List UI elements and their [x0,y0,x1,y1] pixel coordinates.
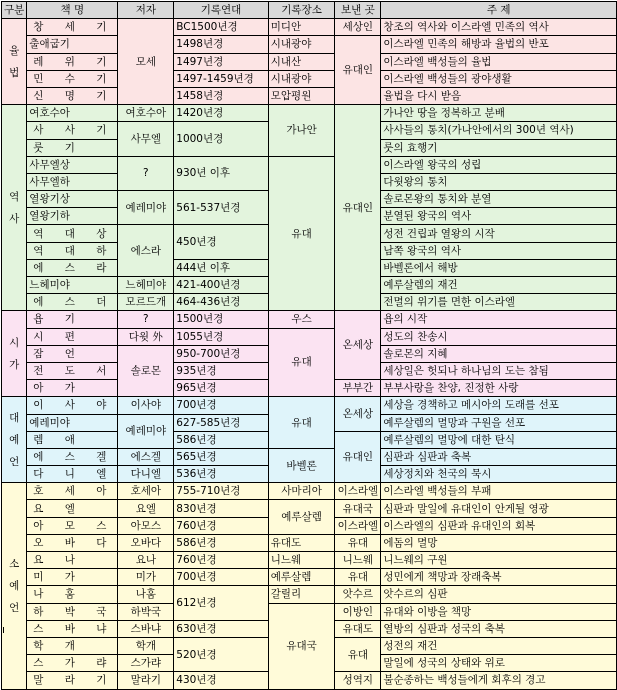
book-cell: 사무엘하 [27,173,118,190]
date-cell: 430년경 [174,672,269,689]
destination-cell: 온세상 [335,397,381,431]
theme-cell: 바벨론에서 해방 [381,259,617,276]
theme-cell: 심판과 말일에 유대인이 안게될 영광 [381,500,617,517]
category-cell: 역 사 [2,105,27,311]
date-cell: 1497년경 [174,53,269,70]
book-cell: 이 사 야 [27,397,118,414]
date-cell: 1055년경 [174,328,269,345]
book-cell: 열왕기하 [27,208,118,225]
date-cell: 700년경 [174,397,269,414]
theme-cell: 이스라엘 백성들의 율법 [381,53,617,70]
table-row [2,397,617,414]
book-cell: 학 개 [27,637,118,654]
book-cell: 다 니 엘 [27,466,118,483]
table-row [2,19,617,36]
theme-cell: 남쪽 왕국의 역사 [381,242,617,259]
category-cell: 율 법 [2,19,27,105]
table-row [2,36,617,53]
theme-cell: 이스라엘 왕국의 성립 [381,156,617,173]
theme-cell: 예루살렘의 재건 [381,277,617,294]
theme-cell: 룻의 효행기 [381,139,617,156]
book-cell: 에 스 더 [27,294,118,311]
date-cell: 586년경 [174,431,269,448]
author-cell: 모르드개 [118,294,174,311]
table-row [2,70,617,87]
date-cell: 612년경 [174,586,269,620]
date-cell: 444년 이후 [174,259,269,276]
theme-cell: 앗수르의 심판 [381,586,617,603]
book-cell: 출애굽기 [27,36,118,53]
book-cell: 오 바 다 [27,534,118,551]
book-cell: 욥 기 [27,311,118,328]
place-cell: 시내광야 [268,36,335,53]
place-cell: 유대국 [268,603,335,689]
book-cell: 시 편 [27,328,118,345]
book-cell: 느헤미야 [27,277,118,294]
author-cell: 사무엘 [118,122,174,156]
theme-cell: 성전 건립과 열왕의 시작 [381,225,617,242]
date-cell: 930년 이후 [174,156,269,190]
header-book: 책 명 [27,2,118,19]
author-cell: 아모스 [118,517,174,534]
author-cell: 다니엘 [118,466,174,483]
table-row [2,569,617,586]
book-cell: 아 가 [27,380,118,397]
destination-cell: 부부간 [335,380,381,397]
book-cell: 사무엘상 [27,156,118,173]
destination-cell: 이스라엘 [335,483,381,500]
destination-cell: 유대인 [335,431,381,483]
book-cell: 민 수 기 [27,70,118,87]
table-row [2,586,617,603]
book-cell: 레 위 기 [27,53,118,70]
book-cell: 잠 언 [27,345,118,362]
place-cell: 바벨론 [268,448,335,482]
date-cell: BC1500년경 [174,19,269,36]
date-cell: 630년경 [174,620,269,637]
table-row [2,311,617,328]
theme-cell: 예루살렘의 멸망과 구원을 선포 [381,414,617,431]
date-cell: 755-710년경 [174,483,269,500]
author-cell: 예레미야 [118,414,174,448]
table-row [2,448,617,465]
destination-cell: 이방인 [335,603,381,620]
theme-cell: 성전의 재건 [381,637,617,654]
author-cell: 다윗 外 [118,328,174,345]
book-cell: 미 가 [27,569,118,586]
book-cell: 여호수아 [27,105,118,122]
date-cell: 935년경 [174,362,269,379]
book-cell: 열왕기상 [27,191,118,208]
date-cell: 565년경 [174,448,269,465]
theme-cell: 욥의 시작 [381,311,617,328]
table-row [2,552,617,569]
author-cell: 모세 [118,19,174,105]
date-cell: 1497-1459년경 [174,70,269,87]
destination-cell: 유대인 [335,105,381,311]
author-cell: 말라기 [118,672,174,689]
book-cell: 스 바 냐 [27,620,118,637]
date-cell: 950-700년경 [174,345,269,362]
theme-cell: 에돔의 멸망 [381,534,617,551]
header-destination: 보낸 곳 [335,2,381,19]
book-cell: 렘 애 [27,431,118,448]
author-cell: ? [118,156,174,190]
author-cell: 호세아 [118,483,174,500]
date-cell: 536년경 [174,466,269,483]
theme-cell: 분열된 왕국의 역사 [381,208,617,225]
author-cell: ? [118,311,174,328]
date-cell: 450년경 [174,225,269,259]
date-cell: 586년경 [174,534,269,551]
place-cell: 시내산 [268,53,335,70]
date-cell: 1420년경 [174,105,269,122]
header-author: 저자 [118,2,174,19]
theme-cell: 성민에게 책망과 장래축복 [381,569,617,586]
theme-cell: 세상정치와 천국의 묵시 [381,466,617,483]
table-row [2,53,617,70]
table-row [2,534,617,551]
date-cell: 1500년경 [174,311,269,328]
destination-cell: 성역지 [335,672,381,689]
destination-cell: 온세상 [335,311,381,380]
book-cell: 하 박 국 [27,603,118,620]
category-cell: 소 예 언 [2,483,27,689]
author-cell: 이사야 [118,397,174,414]
theme-cell: 이스라엘 백성들의 광야생활 [381,70,617,87]
destination-cell: 세상인 [335,19,381,36]
destination-cell: 유대인 [335,36,381,105]
book-cell: 말 라 기 [27,672,118,689]
theme-cell: 세상일은 헛되나 하나님의 도는 참됨 [381,362,617,379]
theme-cell: 이스라엘의 심판과 유대인의 회복 [381,517,617,534]
category-cell: 시 가 [2,311,27,397]
book-cell: 창 세 기 [27,19,118,36]
theme-cell: 말일에 성국의 상태와 위로 [381,655,617,672]
destination-cell: 유대 [335,534,381,551]
date-cell: 760년경 [174,517,269,534]
book-cell: 신 명 기 [27,87,118,104]
theme-cell: 열방의 심판과 성국의 축복 [381,620,617,637]
date-cell: 1458년경 [174,87,269,104]
place-cell: 예루살렘 [268,569,335,586]
place-cell: 모압평원 [268,87,335,104]
theme-cell: 이스라엘 민족의 해방과 율법의 반포 [381,36,617,53]
place-cell: 유대 [268,328,335,397]
destination-cell: 유대 [335,569,381,586]
date-cell: 520년경 [174,637,269,671]
header-date: 기록연대 [174,2,269,19]
theme-cell: 율법을 다시 받음 [381,87,617,104]
theme-cell: 다윗왕의 통치 [381,173,617,190]
book-cell: 요 엘 [27,500,118,517]
book-cell: 룻 기 [27,139,118,156]
theme-cell: 성도의 찬송시 [381,328,617,345]
place-cell: 니느웨 [268,552,335,569]
theme-cell: 창조의 역사와 이스라엘 민족의 역사 [381,19,617,36]
author-cell: 솔로몬 [118,345,174,397]
author-cell: 여호수아 [118,105,174,122]
book-cell: 역 대 상 [27,225,118,242]
bible-books-table-wrapper [1,1,617,690]
date-cell: 561-537년경 [174,191,269,225]
header-row [2,2,617,19]
bible-books-table [1,1,617,690]
book-cell: 에 스 겔 [27,448,118,465]
date-cell: 1000년경 [174,122,269,156]
theme-cell: 솔로몬왕의 통치와 분열 [381,191,617,208]
table-row [2,328,617,345]
author-cell: 하박국 [118,603,174,620]
date-cell: 627-585년경 [174,414,269,431]
table-row [2,87,617,104]
place-cell: 사마리아 [268,483,335,500]
category-cell: 대 예 언 [2,397,27,483]
book-cell: 역 대 하 [27,242,118,259]
date-cell: 1498년경 [174,36,269,53]
theme-cell: 불순종하는 백성들에게 회후의 경고 [381,672,617,689]
theme-cell: 전멸의 위기를 면한 이스라엘 [381,294,617,311]
theme-cell: 가나안 땅을 정복하고 분배 [381,105,617,122]
author-cell: 요엘 [118,500,174,517]
header-place: 기록장소 [268,2,335,19]
book-cell: 사 사 기 [27,122,118,139]
book-cell: 에 스 라 [27,259,118,276]
destination-cell: 유대국 [335,500,381,517]
author-cell: 예레미야 [118,191,174,225]
destination-cell: 유대 [335,637,381,671]
author-cell: 느헤미야 [118,277,174,294]
table-row [2,105,617,122]
author-cell: 나훔 [118,586,174,603]
date-cell: 700년경 [174,569,269,586]
author-cell: 에스겔 [118,448,174,465]
author-cell: 오바다 [118,534,174,551]
place-cell: 갈릴리 [268,586,335,603]
author-cell: 미가 [118,569,174,586]
header-theme: 주 제 [381,2,617,19]
date-cell: 830년경 [174,500,269,517]
place-cell: 미디안 [268,19,335,36]
author-cell: 에스라 [118,225,174,277]
date-cell: 760년경 [174,552,269,569]
place-cell: 우스 [268,311,335,328]
place-cell: 유대도 [268,534,335,551]
place-cell: 시내광야 [268,70,335,87]
date-cell: 965년경 [174,380,269,397]
table-row [2,603,617,620]
destination-cell: 유대도 [335,620,381,637]
table-row [2,483,617,500]
theme-cell: 솔로몬의 지혜 [381,345,617,362]
author-cell: 스가랴 [118,655,174,672]
theme-cell: 사사들의 통치(가나안에서의 300년 역사) [381,122,617,139]
theme-cell: 부부사랑을 찬양, 진정한 사랑 [381,380,617,397]
book-cell: 전 도 서 [27,362,118,379]
theme-cell: 니느웨의 구원 [381,552,617,569]
book-cell: 아 모 스 [27,517,118,534]
place-cell: 유대 [268,397,335,449]
theme-cell: 세상을 경책하고 메시아의 도래를 선포 [381,397,617,414]
author-cell: 학개 [118,637,174,654]
book-cell: 요 나 [27,552,118,569]
theme-cell: 이스라엘 백성들의 부패 [381,483,617,500]
date-cell: 464-436년경 [174,294,269,311]
table-row [2,156,617,173]
table-row [2,500,617,517]
date-cell: 421-400년경 [174,277,269,294]
destination-cell: 니느웨 [335,552,381,569]
book-cell: 예레미야 [27,414,118,431]
book-cell: 스 가 랴 [27,655,118,672]
book-cell: 호 세 아 [27,483,118,500]
author-cell: 요나 [118,552,174,569]
place-cell: 가나안 [268,105,335,157]
place-cell: 예루살렘 [268,500,335,534]
author-cell: 스바냐 [118,620,174,637]
destination-cell: 이스라엘 [335,517,381,534]
theme-cell: 심판과 심판과 축복 [381,448,617,465]
destination-cell: 앗수르 [335,586,381,603]
header-category: 구분 [2,2,27,19]
theme-cell: 유대와 이방을 책망 [381,603,617,620]
place-cell: 유대 [268,156,335,311]
book-cell: 나 훔 [27,586,118,603]
theme-cell: 예루살렘의 멸망에 대한 탄식 [381,431,617,448]
page-mark [3,627,4,633]
